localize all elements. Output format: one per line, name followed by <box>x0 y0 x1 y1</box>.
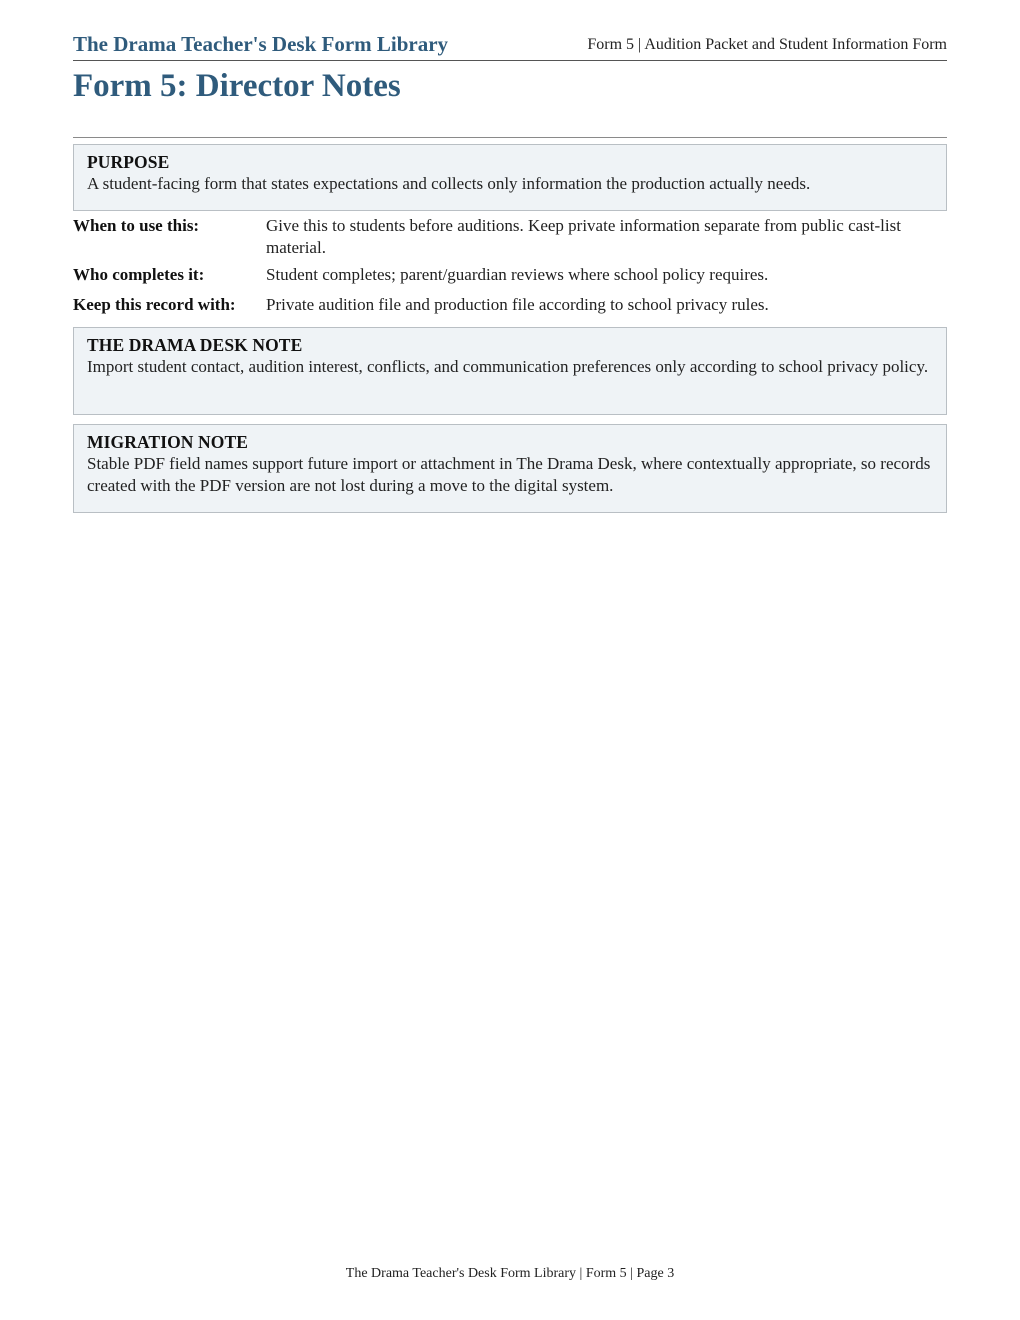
info-value: Student completes; parent/guardian reviews where school policy requires. <box>266 265 769 284</box>
drama-desk-note-heading: THE DRAMA DESK NOTE <box>87 335 303 355</box>
info-value: Give this to students before auditions. Keep private information separate from public cast-list material. <box>266 216 901 257</box>
info-row-keep-record <box>73 294 947 324</box>
info-label: When to use this: <box>73 216 200 235</box>
usage-info-table <box>73 215 947 324</box>
purpose-box <box>73 144 947 211</box>
migration-note-heading: MIGRATION NOTE <box>87 432 249 452</box>
library-title: The Drama Teacher's Desk Form Library <box>73 32 449 56</box>
purpose-body: A student-facing form that states expectations and collects only information the production actually needs. <box>87 174 811 193</box>
drama-desk-note-body: Import student contact, audition interest, conflicts, and communication preferences only according to school privacy policy. <box>87 357 929 376</box>
page-footer: The Drama Teacher's Desk Form Library | Form 5 | Page 3 <box>345 1266 675 1281</box>
page-header <box>73 30 947 61</box>
drama-desk-note-box <box>73 327 947 415</box>
form-reference: Form 5 | Audition Packet and Student Information Form <box>587 36 947 53</box>
info-row-when-to-use <box>73 215 947 264</box>
info-label: Who completes it: <box>73 265 205 284</box>
info-value: Private audition file and production file according to school privacy rules. <box>266 295 769 314</box>
migration-note-body: Stable PDF field names support future import or attachment in The Drama Desk, where contextually appropriate, so records created with the PDF version are not lost during a move to the digital system. <box>87 454 931 495</box>
page-title: Form 5: Director Notes <box>73 68 401 104</box>
section-divider <box>73 137 947 138</box>
info-row-who-completes <box>73 264 947 294</box>
document-page <box>73 0 947 1320</box>
migration-note-box <box>73 424 947 513</box>
purpose-heading: PURPOSE <box>87 152 170 172</box>
info-label: Keep this record with: <box>73 295 236 314</box>
